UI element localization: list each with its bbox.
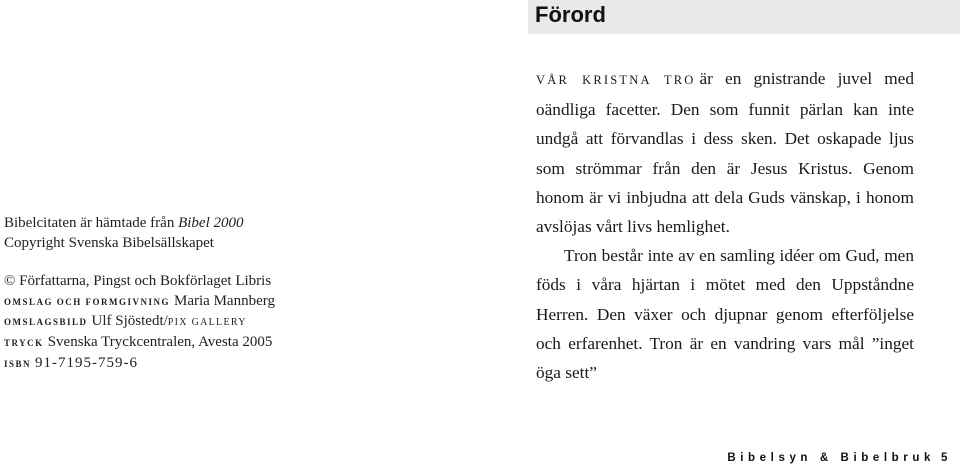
isbn-label: ISBN	[4, 358, 32, 369]
lead-in-caps: VÅR KRISTNA TRO	[536, 73, 696, 87]
cover-image-value: Ulf Sjöstedt/	[91, 313, 168, 330]
cover-design-label: OMSLAG OCH FORMGIVNING	[4, 296, 171, 307]
running-footer	[727, 452, 952, 464]
colophon	[4, 214, 334, 374]
paragraph-1	[536, 64, 914, 241]
foreword-text	[536, 64, 914, 387]
isbn-value: 91-7195-759-6	[35, 354, 139, 371]
bible-edition: Bibel 2000	[178, 215, 244, 231]
cover-design-value: Maria Mannberg	[174, 292, 275, 309]
bible-source-text: Bibelcitaten är hämtade från	[4, 215, 179, 231]
paragraph-1-text: är en gnistrande juvel med oändliga facetter. Den som funnit pärlan kan inte undgå att förvandlas i dess sken. Det oskapade ljus som strömmar från den är Jesus Kristus. Genom honom är vi inbjudna att dela Guds vänskap, i honom avslöjas vårt livs hemlighet.	[536, 69, 914, 237]
print-value: Svenska Tryckcentralen, Avesta 2005	[47, 333, 273, 350]
isbn-line	[4, 354, 334, 375]
cover-design-line	[4, 292, 334, 313]
print-label: TRYCK	[4, 337, 44, 348]
paragraph-2: Tron består inte av en samling idéer om Gud, men föds i våra hjärtan i mötet med den Uppståndne Herren. Den växer och djupnar genom efterföljelse och erfarenhet. Tron är en vandring vars mål ”inget öga sett”	[536, 246, 914, 383]
cover-image-label: OMSLAGSBILD	[4, 317, 88, 328]
copyright-line: Copyright Svenska Bibelsällskapet	[4, 234, 214, 251]
cover-image-line	[4, 312, 334, 333]
cover-image-agency: PIX GALLERY	[167, 317, 247, 329]
authors-line: © Författarna, Pingst och Bokförlaget Libris	[4, 273, 272, 290]
print-line	[4, 333, 334, 354]
page-title: Förord	[535, 2, 606, 27]
spacer	[4, 253, 334, 272]
page-number: 5	[941, 452, 952, 464]
bible-source-line	[4, 214, 334, 234]
running-title: Bibelsyn & Bibelbruk	[727, 452, 935, 464]
